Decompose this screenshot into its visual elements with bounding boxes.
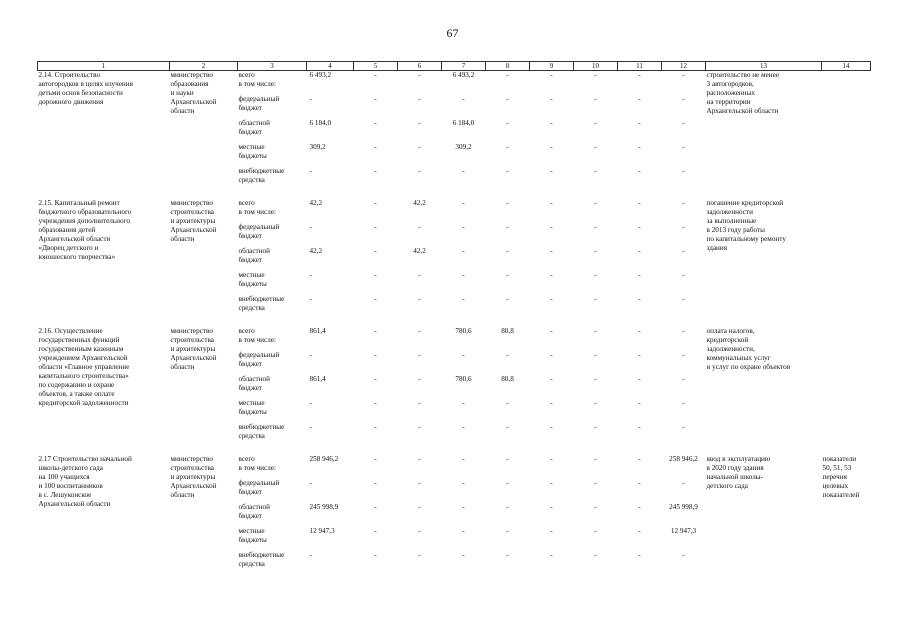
funding-source: внебюджетные средства xyxy=(238,551,285,568)
funding-value: - xyxy=(309,295,312,303)
funding-value: - xyxy=(309,351,312,359)
funding-value: - xyxy=(638,95,641,103)
funding-value: - xyxy=(638,199,641,207)
funding-value: - xyxy=(638,423,641,431)
funding-value: - xyxy=(506,479,509,487)
funding-value: - xyxy=(462,423,465,431)
funding-value: - xyxy=(550,399,553,407)
funding-value: - xyxy=(418,271,421,279)
funding-source: федеральный бюджет xyxy=(238,479,280,496)
funding-source: внебюджетные средства xyxy=(238,295,285,312)
funding-value: 42,2 xyxy=(309,247,323,255)
target-indicators xyxy=(822,327,871,447)
funding-value: - xyxy=(309,551,312,559)
funding-value: - xyxy=(374,167,377,175)
funding-value: - xyxy=(506,455,509,463)
funding-value: - xyxy=(462,527,465,535)
funding-value: - xyxy=(418,351,421,359)
funding-value: 6 184,0 xyxy=(309,119,332,127)
col-header: 1 xyxy=(38,62,170,71)
expected-result: оплата налогов, кредиторской задолженности, коммунальных услуг и услуг по охране объектов xyxy=(706,327,791,371)
funding-value: - xyxy=(550,375,553,383)
expected-result: строительство не менее 3 автогородков, расположенных на территории Архангельской области xyxy=(706,71,780,115)
col-header: 14 xyxy=(822,62,871,71)
funding-value: - xyxy=(550,551,553,559)
funding-source: областной бюджет xyxy=(238,503,270,520)
funding-value: - xyxy=(682,199,685,207)
funding-value: - xyxy=(462,399,465,407)
funding-value: - xyxy=(506,95,509,103)
funding-value: - xyxy=(638,399,641,407)
funding-value: - xyxy=(594,271,597,279)
funding-source: областной бюджет xyxy=(238,119,270,136)
funding-value: - xyxy=(374,479,377,487)
funding-value: - xyxy=(550,119,553,127)
col-header: 7 xyxy=(442,62,486,71)
funding-value: - xyxy=(374,423,377,431)
gap-cell xyxy=(38,447,871,455)
executor: министерство строительства и архитектуры Архангельской области xyxy=(170,455,217,499)
funding-value: - xyxy=(506,223,509,231)
funding-value: - xyxy=(309,271,312,279)
funding-value: - xyxy=(682,71,685,79)
funding-value: - xyxy=(638,247,641,255)
funding-value: - xyxy=(638,551,641,559)
funding-value: - xyxy=(462,295,465,303)
funding-value: - xyxy=(374,351,377,359)
funding-value: - xyxy=(418,295,421,303)
funding-value: - xyxy=(682,327,685,335)
table-row xyxy=(38,455,871,479)
funding-value: - xyxy=(506,295,509,303)
funding-value: 245 998,9 xyxy=(309,503,339,511)
funding-value: - xyxy=(374,455,377,463)
table-row xyxy=(38,71,871,96)
funding-value: - xyxy=(506,551,509,559)
funding-value: 6 493,2 xyxy=(309,71,332,79)
funding-value: - xyxy=(638,375,641,383)
funding-value: - xyxy=(374,527,377,535)
funding-source: местные бюджеты xyxy=(238,271,267,288)
funding-value: - xyxy=(682,399,685,407)
funding-value: - xyxy=(594,71,597,79)
funding-value: - xyxy=(638,503,641,511)
funding-value: - xyxy=(550,199,553,207)
funding-value: - xyxy=(462,455,465,463)
funding-value: - xyxy=(418,223,421,231)
funding-value: 245 998,9 xyxy=(669,503,698,511)
measure-name: 2.17 Строительство начальной школы-детского сада на 100 учащихся и 100 воспитанников в с. Лешуконское Архангельской области xyxy=(38,455,132,508)
funding-value: - xyxy=(374,95,377,103)
funding-value: - xyxy=(374,399,377,407)
funding-value: - xyxy=(374,271,377,279)
funding-value: - xyxy=(506,143,509,151)
funding-source: областной бюджет xyxy=(238,375,270,392)
funding-value: - xyxy=(550,423,553,431)
funding-value: - xyxy=(550,247,553,255)
funding-value: - xyxy=(374,375,377,383)
funding-value: - xyxy=(506,167,509,175)
funding-value: - xyxy=(418,399,421,407)
measure-name: 2.16. Осуществление государственных функций государственным казенным учреждением Архангельской области «Главное управление капитального строительства» по содержанию и охране объектов, а также оплате кредиторской задолженности xyxy=(38,327,130,407)
funding-value: - xyxy=(638,351,641,359)
funding-value: - xyxy=(594,199,597,207)
funding-value: - xyxy=(309,423,312,431)
funding-value: - xyxy=(506,199,509,207)
funding-value: - xyxy=(550,351,553,359)
funding-value: - xyxy=(594,479,597,487)
col-header: 6 xyxy=(398,62,442,71)
col-header: 11 xyxy=(618,62,662,71)
funding-value: - xyxy=(550,479,553,487)
funding-source: внебюджетные средства xyxy=(238,423,285,440)
executor: министерство образования и науки Архангельской области xyxy=(170,71,217,115)
target-indicators xyxy=(822,199,871,319)
table-row xyxy=(38,199,871,223)
funding-source: федеральный бюджет xyxy=(238,351,280,368)
funding-value: - xyxy=(682,479,685,487)
funding-value: - xyxy=(309,167,312,175)
funding-value: - xyxy=(418,375,421,383)
executor: министерство строительства и архитектуры Архангельской области xyxy=(170,199,217,243)
funding-value: - xyxy=(682,271,685,279)
expected-result: ввод в эксплуатацию в 2020 году здания начальной школы- детского сада xyxy=(706,455,771,490)
funding-value: - xyxy=(462,271,465,279)
funding-value: - xyxy=(462,351,465,359)
funding-value: - xyxy=(374,247,377,255)
funding-value: - xyxy=(550,223,553,231)
funding-value: - xyxy=(462,199,465,207)
funding-value: - xyxy=(594,247,597,255)
program-table xyxy=(37,61,871,575)
col-header: 4 xyxy=(307,62,354,71)
funding-value: - xyxy=(594,295,597,303)
funding-source: всего в том числе: xyxy=(238,71,276,88)
target-indicators xyxy=(822,71,871,192)
funding-value: - xyxy=(594,327,597,335)
funding-value: - xyxy=(682,551,685,559)
funding-source: местные бюджеты xyxy=(238,527,267,544)
funding-value: - xyxy=(594,399,597,407)
funding-value: - xyxy=(374,71,377,79)
gap-cell xyxy=(38,319,871,327)
executor: министерство строительства и архитектуры Архангельской области xyxy=(170,327,217,371)
funding-value: - xyxy=(462,503,465,511)
column-number-row xyxy=(38,62,871,71)
funding-value: - xyxy=(638,119,641,127)
funding-source: местные бюджеты xyxy=(238,399,267,416)
funding-value: - xyxy=(374,223,377,231)
funding-value: - xyxy=(638,223,641,231)
funding-value: - xyxy=(594,143,597,151)
funding-source: всего в том числе: xyxy=(238,455,276,472)
funding-value: - xyxy=(506,271,509,279)
col-header: 5 xyxy=(354,62,398,71)
funding-value: - xyxy=(506,119,509,127)
funding-value: 309,2 xyxy=(455,143,472,151)
funding-value: - xyxy=(638,479,641,487)
funding-value: - xyxy=(309,399,312,407)
funding-value: - xyxy=(418,527,421,535)
funding-value: - xyxy=(550,327,553,335)
funding-value: - xyxy=(374,551,377,559)
funding-value: - xyxy=(594,375,597,383)
funding-value: - xyxy=(682,223,685,231)
measure-name: 2.15. Капитальный ремонт бюджетного образовательного учреждения дополнительного образования детей Архангельской области «Дворец детского и юношеского творчества» xyxy=(38,199,132,261)
funding-source: внебюджетные средства xyxy=(238,167,285,184)
funding-value: - xyxy=(594,351,597,359)
expected-result: погашение кредиторской задолженности за выполненные в 2013 году работы по капитальному ремонту здания xyxy=(706,199,786,252)
funding-value: 780,6 xyxy=(455,375,472,383)
funding-value: - xyxy=(550,271,553,279)
funding-value: - xyxy=(374,327,377,335)
col-header: 3 xyxy=(238,62,307,71)
table-body xyxy=(38,71,871,576)
funding-value: - xyxy=(594,455,597,463)
funding-value: - xyxy=(418,455,421,463)
funding-value: - xyxy=(462,479,465,487)
funding-value: - xyxy=(374,119,377,127)
funding-value: 6 184,0 xyxy=(452,119,475,127)
funding-value: - xyxy=(682,351,685,359)
funding-value: - xyxy=(594,167,597,175)
funding-value: - xyxy=(638,295,641,303)
row-gap xyxy=(38,447,871,455)
funding-value: - xyxy=(550,527,553,535)
funding-value: - xyxy=(462,551,465,559)
funding-source: федеральный бюджет xyxy=(238,223,280,240)
col-header: 2 xyxy=(170,62,238,71)
col-header: 10 xyxy=(574,62,618,71)
funding-value: - xyxy=(418,479,421,487)
funding-value: - xyxy=(682,247,685,255)
funding-value: 42,2 xyxy=(309,199,323,207)
funding-value: - xyxy=(550,71,553,79)
funding-source: местные бюджеты xyxy=(238,143,267,160)
funding-value: - xyxy=(638,271,641,279)
funding-value: - xyxy=(462,167,465,175)
funding-value: - xyxy=(638,167,641,175)
funding-value: - xyxy=(594,527,597,535)
funding-value: 861,4 xyxy=(309,327,326,335)
table-row xyxy=(38,327,871,351)
funding-source: областной бюджет xyxy=(238,247,270,264)
funding-value: - xyxy=(682,143,685,151)
funding-value: - xyxy=(418,327,421,335)
funding-value: - xyxy=(506,247,509,255)
row-gap xyxy=(38,319,871,327)
funding-value: - xyxy=(418,95,421,103)
funding-value: 6 493,2 xyxy=(452,71,475,79)
funding-source: всего в том числе: xyxy=(238,327,276,344)
funding-value: - xyxy=(374,199,377,207)
funding-value: - xyxy=(682,295,685,303)
funding-value: 258 946,2 xyxy=(669,455,698,463)
funding-value: - xyxy=(682,119,685,127)
funding-value: - xyxy=(374,503,377,511)
funding-value: 861,4 xyxy=(309,375,326,383)
target-indicators: показатели 50, 51, 53 перечня целевых показателей xyxy=(822,455,860,499)
funding-value: - xyxy=(418,551,421,559)
col-header: 9 xyxy=(530,62,574,71)
funding-source: всего в том числе: xyxy=(238,199,276,216)
funding-value: - xyxy=(309,95,312,103)
funding-value: - xyxy=(550,455,553,463)
funding-value: 12 947,3 xyxy=(309,527,335,535)
funding-value: - xyxy=(550,95,553,103)
funding-value: - xyxy=(462,95,465,103)
funding-value: - xyxy=(374,143,377,151)
funding-value: - xyxy=(462,223,465,231)
gap-cell xyxy=(38,191,871,199)
funding-value: 80,8 xyxy=(501,327,514,335)
funding-value: - xyxy=(506,351,509,359)
row-gap xyxy=(38,191,871,199)
funding-value: - xyxy=(506,527,509,535)
col-header: 13 xyxy=(706,62,822,71)
funding-value: - xyxy=(418,71,421,79)
funding-value: - xyxy=(682,95,685,103)
funding-value: - xyxy=(638,327,641,335)
funding-value: - xyxy=(418,167,421,175)
funding-value: - xyxy=(550,295,553,303)
funding-value: - xyxy=(506,399,509,407)
funding-value: - xyxy=(594,423,597,431)
funding-value: - xyxy=(309,479,312,487)
funding-source: федеральный бюджет xyxy=(238,95,280,112)
funding-value: 12 947,3 xyxy=(670,527,697,535)
funding-value: - xyxy=(506,503,509,511)
funding-value: - xyxy=(594,551,597,559)
page-number: 67 xyxy=(446,26,459,40)
funding-value: - xyxy=(638,455,641,463)
funding-value: - xyxy=(682,375,685,383)
funding-value: - xyxy=(374,295,377,303)
funding-value: - xyxy=(418,503,421,511)
col-header: 12 xyxy=(662,62,706,71)
funding-value: - xyxy=(594,503,597,511)
funding-value: - xyxy=(594,119,597,127)
funding-value: 42,2 xyxy=(413,247,426,255)
funding-value: - xyxy=(506,71,509,79)
funding-value: 80,8 xyxy=(501,375,514,383)
funding-value: 780,6 xyxy=(455,327,472,335)
funding-value: - xyxy=(550,503,553,511)
funding-value: 258 946,2 xyxy=(309,455,339,463)
funding-value: - xyxy=(418,423,421,431)
funding-value: - xyxy=(418,119,421,127)
funding-value: - xyxy=(682,167,685,175)
funding-value: - xyxy=(550,143,553,151)
measure-name: 2.14. Строительство автогородков в целях изучения детьми основ безопасности дорожного движения xyxy=(38,71,133,106)
funding-value: - xyxy=(638,527,641,535)
funding-value: - xyxy=(594,223,597,231)
funding-value: 42,2 xyxy=(413,199,426,207)
funding-value: - xyxy=(309,223,312,231)
funding-value: - xyxy=(462,247,465,255)
funding-value: - xyxy=(638,143,641,151)
funding-value: - xyxy=(506,423,509,431)
funding-value: - xyxy=(638,71,641,79)
funding-value: - xyxy=(682,423,685,431)
col-header: 8 xyxy=(486,62,530,71)
funding-value: - xyxy=(418,143,421,151)
funding-value: - xyxy=(594,95,597,103)
funding-value: 309,2 xyxy=(309,143,326,151)
funding-value: - xyxy=(550,167,553,175)
